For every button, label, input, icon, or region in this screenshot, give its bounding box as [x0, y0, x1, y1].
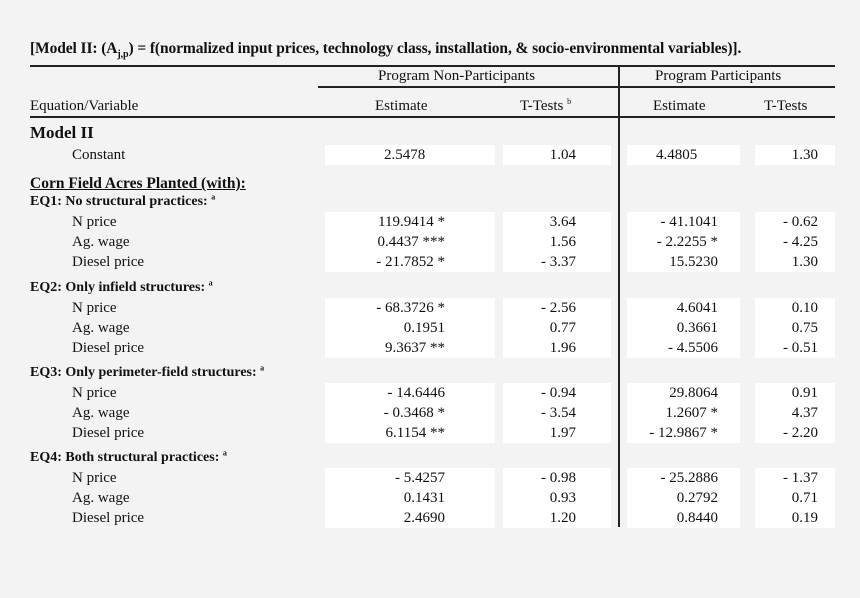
p-ttest: - 4.25 — [783, 234, 818, 250]
p-estimate: - 4.5506 — [668, 340, 718, 356]
np-estimate: 6.1154 ** — [385, 425, 445, 441]
np-ttest: - 0.94 — [541, 385, 576, 401]
np-estimate: 119.9414 * — [378, 214, 445, 230]
p-estimate: 29.8064 — [669, 385, 718, 401]
group-divider — [618, 65, 620, 527]
title-suffix: ) = f(normalized input prices, technology class, installation, & socio-environmental variables)]. — [128, 40, 742, 57]
constant-np-estimate: 2.5478 — [384, 147, 426, 163]
model-heading: Model II — [30, 123, 94, 142]
np-estimate: 0.1431 — [403, 490, 445, 506]
col-np-ttests-sup: b — [567, 97, 572, 106]
np-estimate: - 5.4257 — [395, 470, 445, 486]
p-ttest: 1.30 — [791, 254, 818, 270]
np-ttest: - 2.56 — [541, 300, 576, 316]
col-p-estimate: Estimate — [653, 98, 706, 114]
table-title — [30, 40, 840, 60]
variable-label: N price — [72, 470, 117, 486]
col-np-estimate: Estimate — [375, 98, 428, 114]
p-estimate: - 41.1041 — [660, 214, 718, 230]
p-estimate: 15.5230 — [669, 254, 718, 270]
p-estimate: - 25.2886 — [660, 470, 718, 486]
np-estimate: 0.4437 *** — [377, 234, 445, 250]
np-estimate: 9.3637 ** — [385, 340, 445, 356]
equation-label — [30, 448, 227, 468]
variable-label: Ag. wage — [72, 490, 130, 506]
constant-p-estimate: 4.4805 — [656, 147, 698, 163]
p-estimate: 0.8440 — [676, 510, 718, 526]
constant-p-ttest: 1.30 — [791, 147, 818, 163]
equation-label-sup: a — [260, 363, 265, 373]
equation-label — [30, 192, 215, 212]
group-nonparticipants: Program Non-Participants — [378, 68, 536, 84]
equation-label — [30, 363, 264, 383]
np-estimate: - 68.3726 * — [376, 300, 445, 316]
p-estimate: 1.2607 * — [665, 405, 718, 421]
variable-label: Ag. wage — [72, 320, 130, 336]
variable-label: Ag. wage — [72, 405, 130, 421]
equation-label-sup: a — [211, 192, 216, 202]
variable-label: Diesel price — [72, 425, 145, 441]
group-participants: Program Participants — [655, 68, 782, 84]
constant-label: Constant — [72, 147, 126, 163]
p-ttest: - 2.20 — [783, 425, 818, 441]
equation-label-text: EQ2: Only infield structures: — [30, 280, 206, 295]
variable-label: Diesel price — [72, 254, 145, 270]
equation-label-sup: a — [208, 278, 213, 288]
np-ttest: - 3.54 — [541, 405, 576, 421]
np-estimate: 0.1951 — [403, 320, 445, 336]
np-estimate: - 14.6446 — [387, 385, 445, 401]
variable-label: N price — [72, 385, 117, 401]
equation-label — [30, 278, 213, 298]
p-estimate: - 12.9867 * — [649, 425, 718, 441]
np-estimate: 2.4690 — [403, 510, 445, 526]
title-prefix: [Model II: (A — [30, 40, 118, 57]
p-ttest: 0.75 — [791, 320, 818, 336]
equation-label-text: EQ3: Only perimeter-field structures: — [30, 365, 257, 380]
np-estimate: - 0.3468 * — [383, 405, 445, 421]
p-ttest: 0.10 — [791, 300, 818, 316]
p-ttest: 0.91 — [791, 385, 818, 401]
equation-label-text: EQ1: No structural practices: — [30, 194, 208, 209]
variable-label: Diesel price — [72, 340, 145, 356]
col-p-ttests: T-Tests — [764, 98, 808, 114]
variable-label: N price — [72, 214, 117, 230]
equation-label-text: EQ4: Both structural practices: — [30, 450, 220, 465]
np-ttest: 1.20 — [549, 510, 576, 526]
col-np-ttests-label: T-Tests — [520, 98, 564, 114]
np-ttest: - 3.37 — [541, 254, 576, 270]
np-ttest: 0.77 — [549, 320, 576, 336]
participants-rule — [620, 86, 835, 88]
p-estimate: 4.6041 — [676, 300, 718, 316]
p-estimate: - 2.2255 * — [656, 234, 718, 250]
np-estimate: - 21.7852 * — [376, 254, 445, 270]
title-subscript: j,p — [117, 49, 129, 61]
nonparticipants-rule — [318, 86, 618, 88]
np-ttest: 1.97 — [549, 425, 576, 441]
constant-np-ttest: 1.04 — [549, 147, 576, 163]
variable-label: Diesel price — [72, 510, 145, 526]
variable-label: Ag. wage — [72, 234, 130, 250]
np-ttest: 3.64 — [549, 214, 576, 230]
p-ttest: - 0.62 — [783, 214, 818, 230]
header-rule — [30, 116, 835, 118]
col-np-ttests — [520, 96, 571, 116]
p-estimate: 0.3661 — [676, 320, 718, 336]
variable-label: N price — [72, 300, 117, 316]
np-ttest: 1.56 — [549, 234, 576, 250]
col-equation-variable: Equation/Variable — [30, 98, 139, 114]
p-ttest: - 0.51 — [783, 340, 818, 356]
p-ttest: 4.37 — [791, 405, 818, 421]
np-ttest: 1.96 — [549, 340, 576, 356]
equation-label-sup: a — [222, 448, 227, 458]
p-ttest: 0.71 — [791, 490, 818, 506]
p-estimate: 0.2792 — [676, 490, 718, 506]
np-ttest: - 0.98 — [541, 470, 576, 486]
p-ttest: 0.19 — [791, 510, 818, 526]
np-ttest: 0.93 — [549, 490, 576, 506]
p-ttest: - 1.37 — [783, 470, 818, 486]
section-heading: Corn Field Acres Planted (with): — [30, 175, 246, 192]
